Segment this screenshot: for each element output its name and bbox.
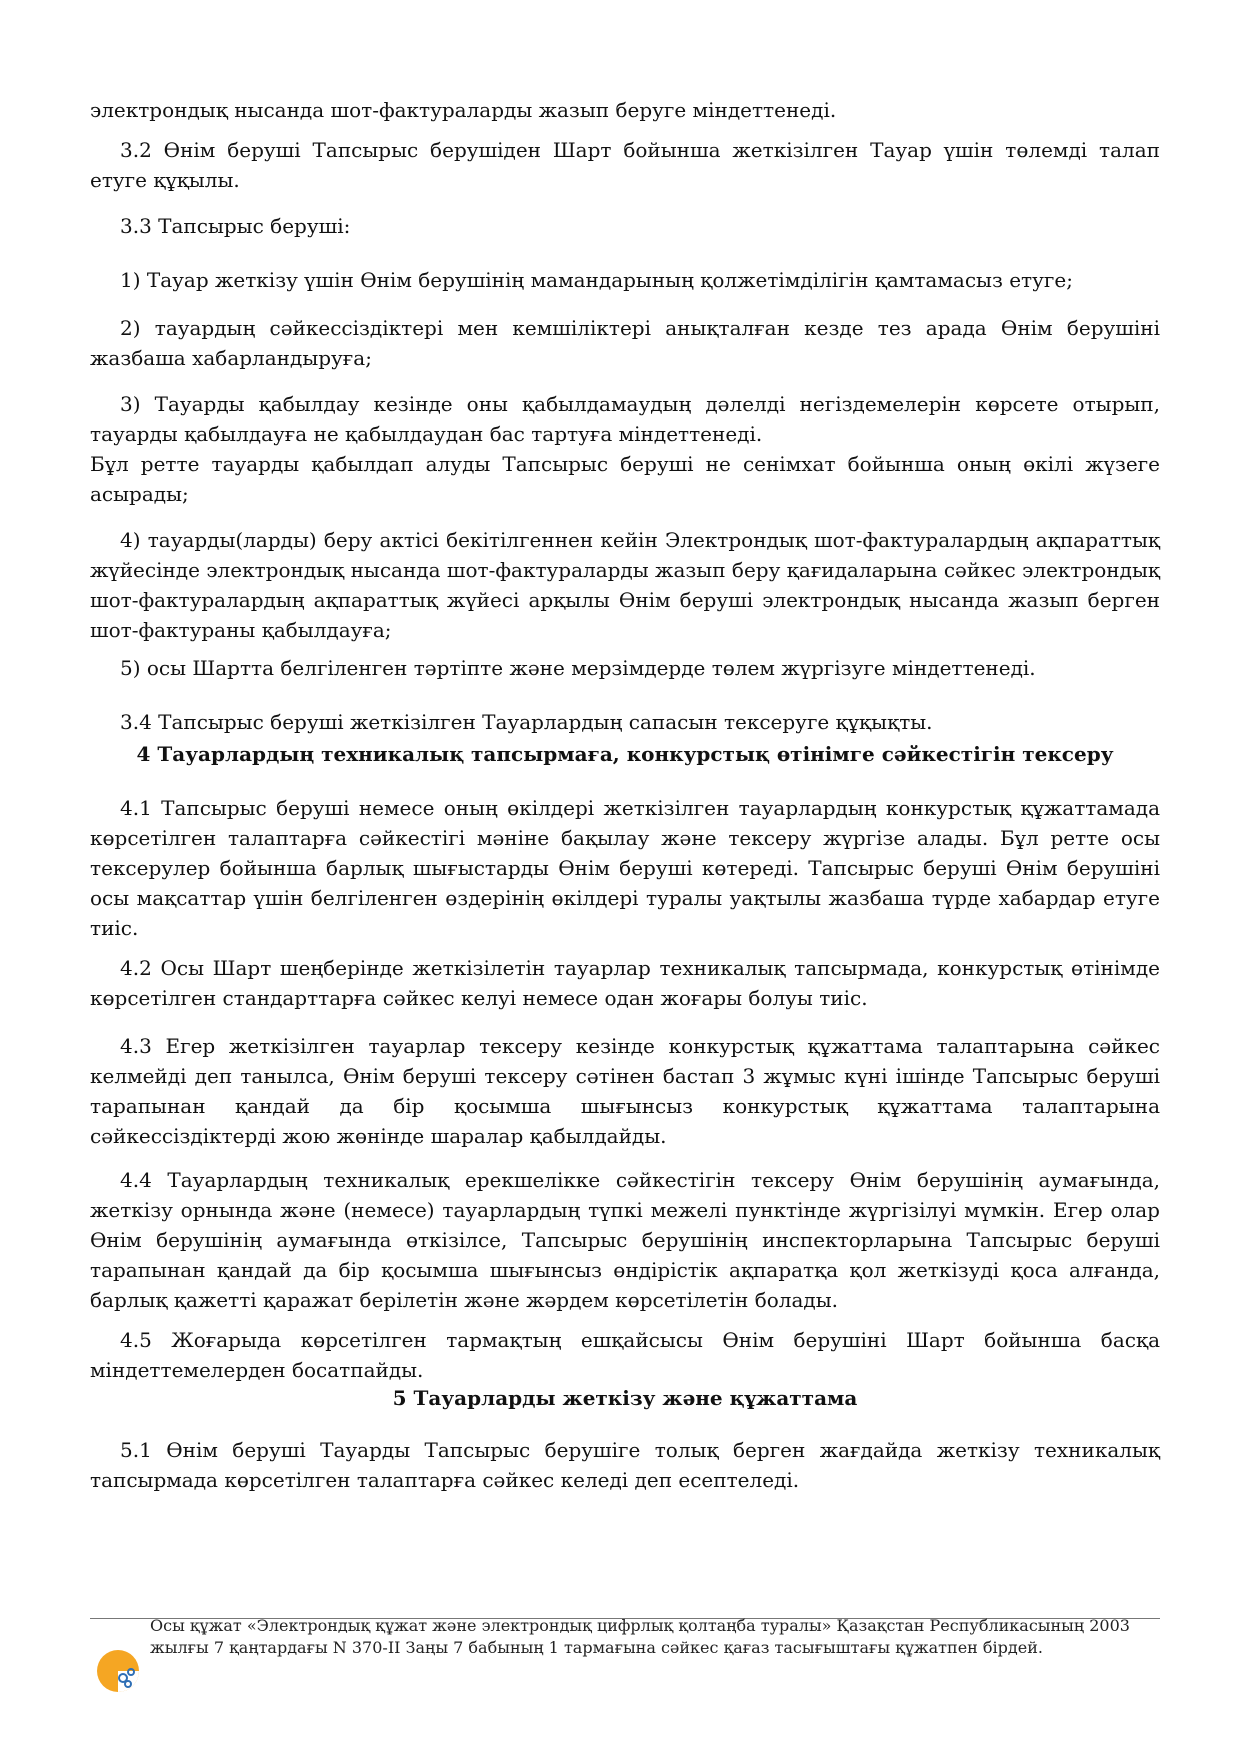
paragraph-5-1: 5.1 Өнім беруші Тауарды Тапсырыс берушіге толық берген жағдайда жеткізу техникалық тапсырмада көрсетілген талаптарға сәйкес келеді деп есептеледі.	[90, 1438, 1160, 1492]
paragraph-item-2: 2) тауардың сәйкессіздіктері мен кемшіліктері анықталған кезде тез арада Өнім берушіні жазбаша хабарландыруға;	[90, 316, 1160, 370]
paragraph-4-1: 4.1 Тапсырыс беруші немесе оның өкілдері жеткізілген тауарлардың конкурстық құжаттамада көрсетілген талаптарға сәйкестігі мәніне бақылау және тексеру жүргізе алады. Бұл ретте осы тексерулер бойынша барлық шығыстарды Өнім беруші көтереді. Тапсырыс беруші Өнім берушіні осы мақсаттар үшін белгіленген өздерінің өкілдері туралы уақтылы жазбаша түрде хабардар етуге тиіс.	[90, 796, 1160, 940]
paragraph-4-5: 4.5 Жоғарыда көрсетілген тармақтың ешқайсысы Өнім берушіні Шарт бойынша басқа міндеттемелерден босатпайды.	[90, 1328, 1160, 1382]
paragraph-item-3-cont: Бұл ретте тауарды қабылдап алуды Тапсырыс беруші не сенімхат бойынша оның өкілі жүзеге асырады;	[90, 452, 1160, 506]
paragraph-item-3: 3) Тауарды қабылдау кезінде оны қабылдамаудың дәлелді негіздемелерін көрсете отырып, тауарды қабылдауға не қабылдаудан бас тартуға міндеттенеді.	[90, 392, 1160, 446]
paragraph-4-4: 4.4 Тауарлардың техникалық ерекшелікке сәйкестігін тексеру Өнім берушінің аумағында, жеткізу орнында және (немесе) тауарлардың түпкі межелі пунктінде жүргізілуі мүмкін. Егер олар Өнім берушінің аумағында өткізілсе, Тапсырыс берушінің инспекторларына Тапсырыс беруші тарапынан қандай да бір қосымша шығынсыз өндірістік ақпаратқа қол жеткізуді қоса алғанда, барлық қажетті қаражат берілетін және жәрдем көрсетілетін болады.	[90, 1168, 1160, 1312]
paragraph-4-3: 4.3 Егер жеткізілген тауарлар тексеру кезінде конкурстық құжаттама талаптарына сәйкес келмейді деп танылса, Өнім беруші тексеру сәтінен бастап 3 жұмыс күні ішінде Тапсырыс беруші тарапынан қандай да бір қосымша шығынсыз конкурстық құжаттама талаптарына сәйкессіздіктерді жою жөнінде шаралар қабылдайды.	[90, 1034, 1160, 1148]
section-4-heading: 4 Тауарлардың техникалық тапсырмаға, конкурстық өтінімге сәйкестігін тексеру	[136, 742, 1114, 766]
footer-legal-note: Осы құжат «Электрондық құжат және электрондық цифрлық қолтаңба туралы» Қазақстан Республикасының 2003 жылғы 7 қаңтардағы N 370-II Заңы 7 бабының 1 тармағына сәйкес қағаз тасығыштағы құжатпен бірдей.	[150, 1616, 1130, 1657]
paragraph-item-1: 1) Тауар жеткізу үшін Өнім берушінің мамандарының қолжетімділігін қамтамасыз етуге;	[120, 268, 1073, 292]
section-5-heading: 5 Тауарларды жеткізу және құжаттама	[392, 1386, 858, 1410]
paragraph-3-3: 3.3 Тапсырыс беруші:	[120, 214, 351, 238]
paragraph-item-5: 5) осы Шартта белгіленген тәртіпте және мерзімдерде төлем жүргізуге міндеттенеді.	[120, 656, 1036, 680]
paragraph-3-2: 3.2 Өнім беруші Тапсырыс берушіден Шарт бойынша жеткізілген Тауар үшін төлемді талап етуге құқылы.	[90, 138, 1160, 192]
continued-text: электрондық нысанда шот-фактураларды жазып беруге міндеттенеді.	[90, 98, 837, 122]
paragraph-item-4: 4) тауарды(ларды) беру актісі бекітілгеннен кейін Электрондық шот-фактуралардың ақпараттық жүйесінде электрондық нысанда шот-фактураларды жазып беру қағидаларына сәйкес электрондық шот-фактуралардың ақпараттық жүйесі арқылы Өнім беруші электрондық нысанда жазып берген шот-фактураны қабылдауға;	[90, 528, 1160, 642]
paragraph-4-2: 4.2 Осы Шарт шеңберінде жеткізілетін тауарлар техникалық тапсырмада, конкурстық өтінімде көрсетілген стандарттарға сәйкес келуі немесе одан жоғары болуы тиіс.	[90, 956, 1160, 1010]
footer-logo-icon	[95, 1648, 141, 1694]
paragraph-3-4: 3.4 Тапсырыс беруші жеткізілген Тауарлардың сапасын тексеруге құқықты.	[120, 710, 933, 734]
